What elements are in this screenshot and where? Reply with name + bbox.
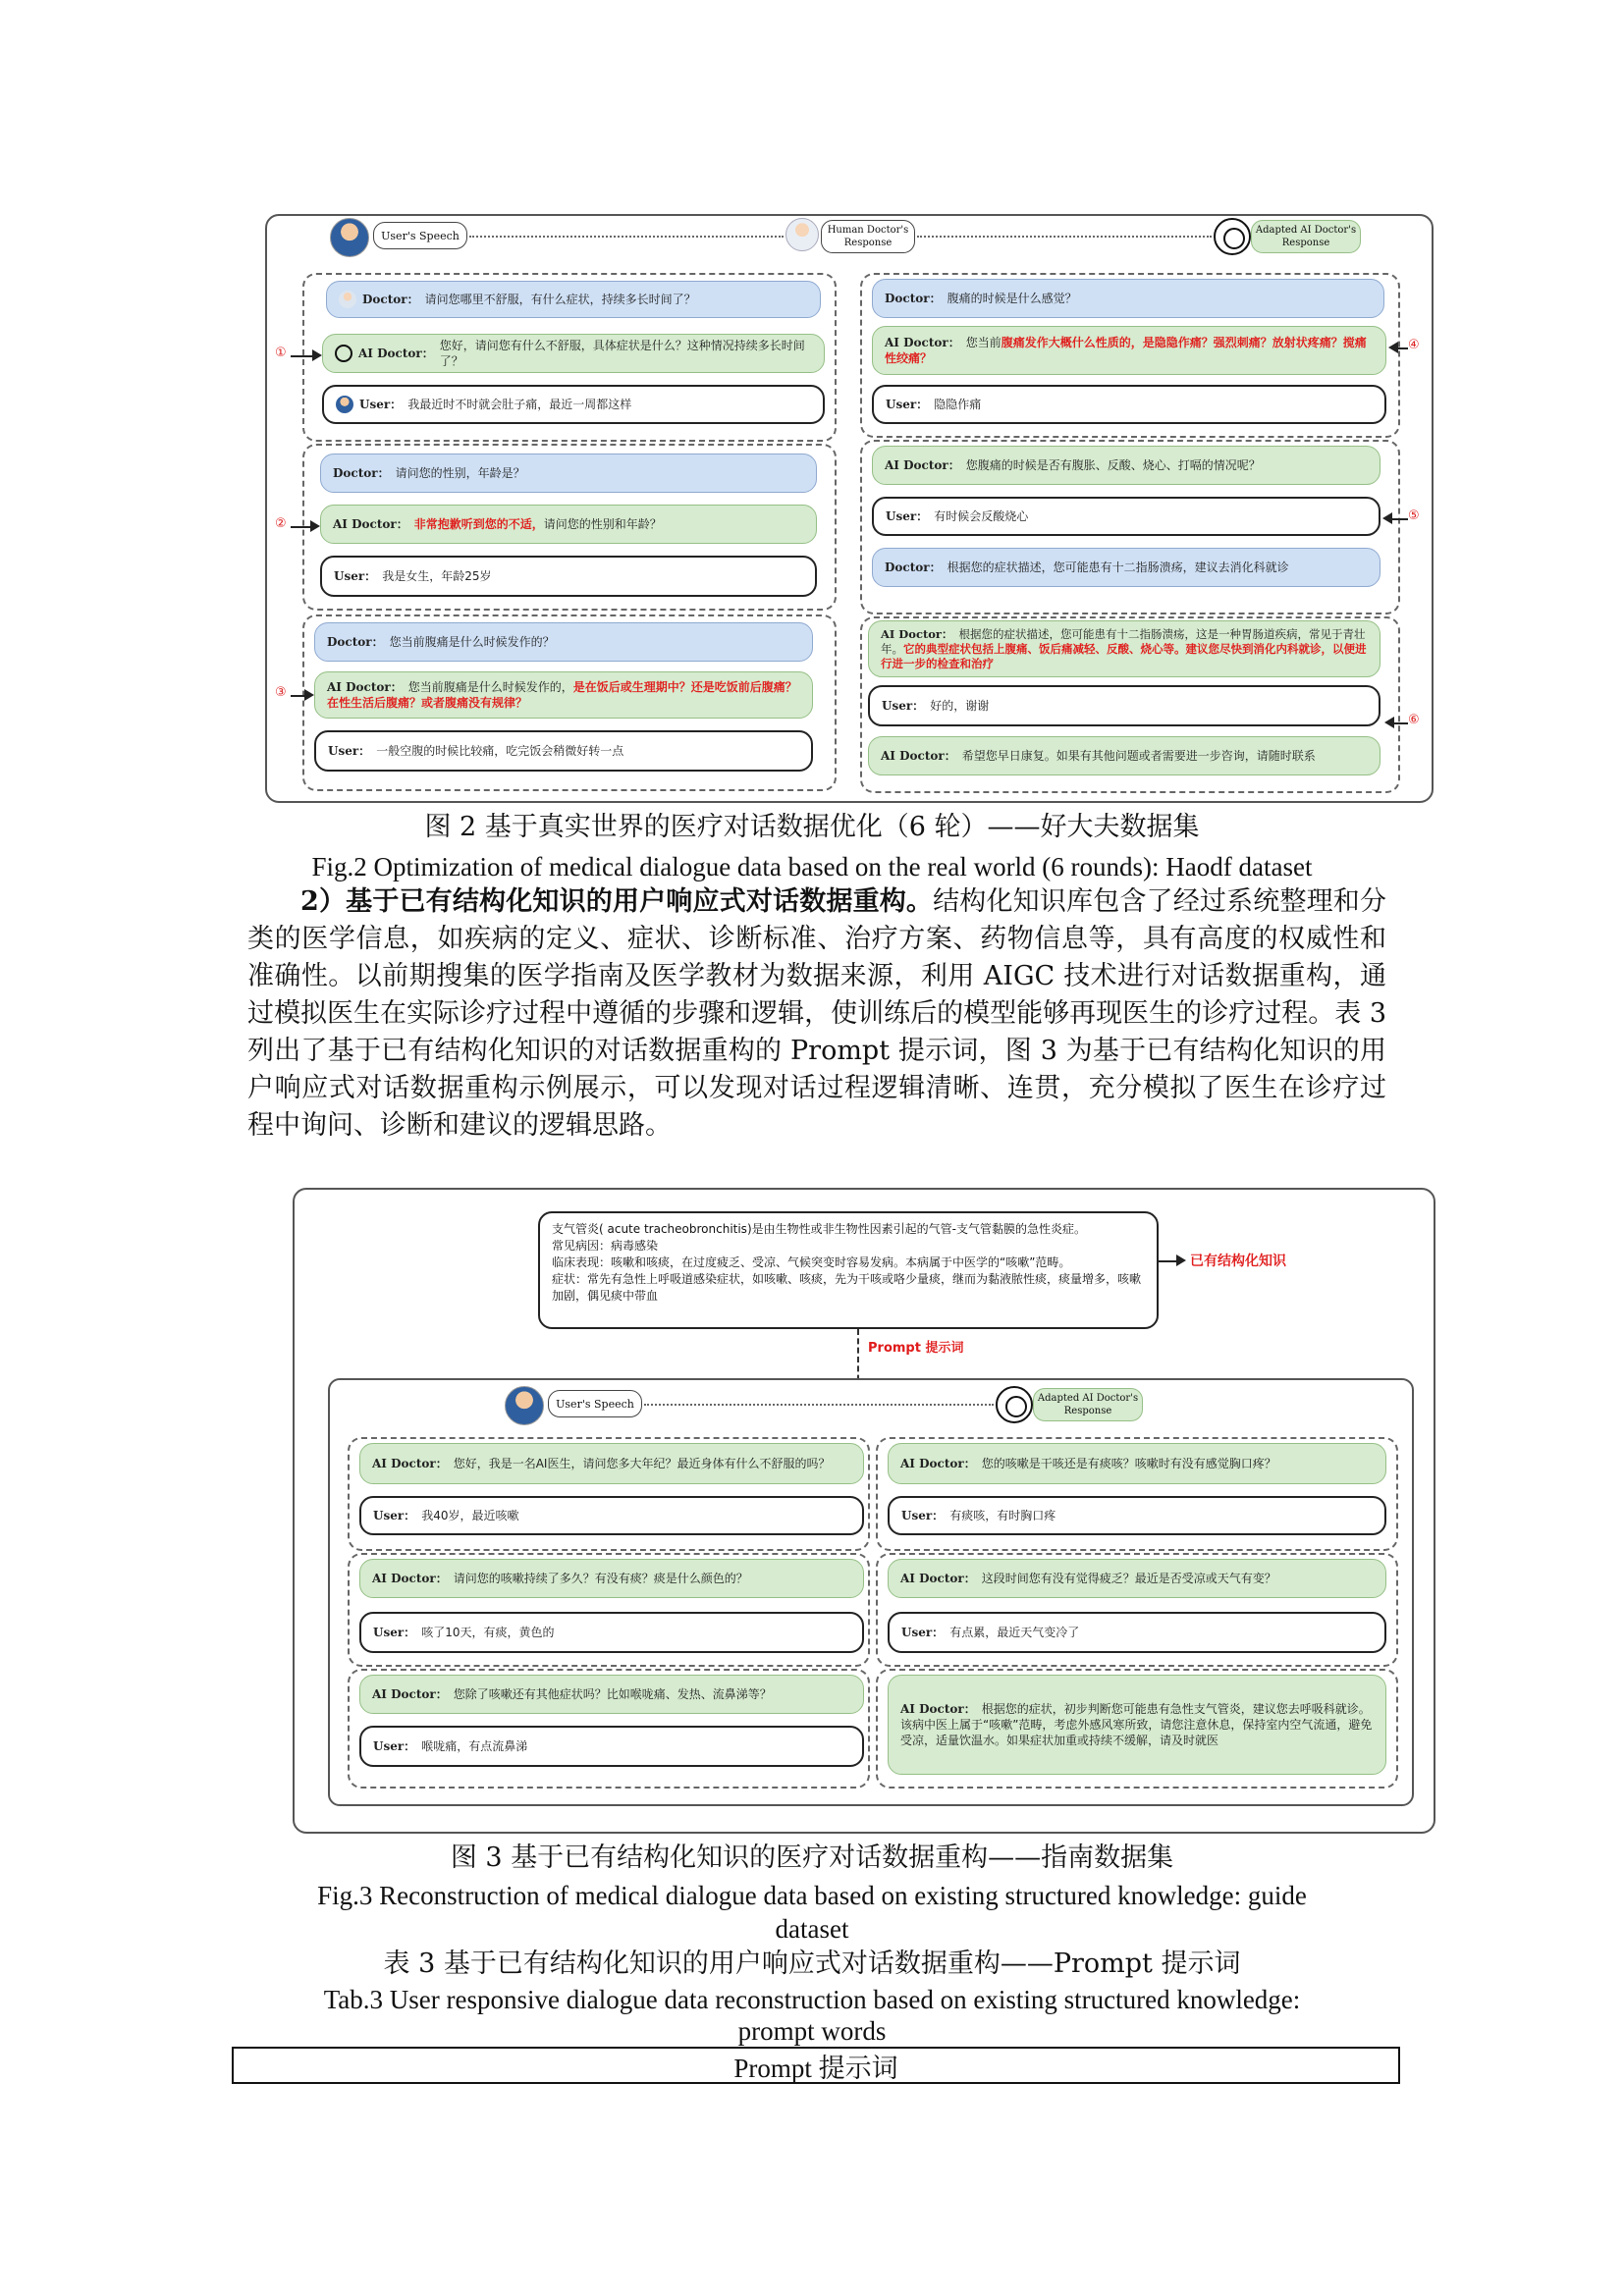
- figure-2-caption-en: Fig.2 Optimization of medical dialogue data based on the real world (6 rounds): Haodf dataset: [311, 852, 1313, 881]
- ai-avatar-icon: [1214, 218, 1251, 255]
- doctor-bubble: Doctor： 请问您的性别，年龄是？: [320, 454, 817, 493]
- ai-doctor-bubble: AI Doctor： 根据您的症状描述，您可能患有十二指肠溃疡，这是一种胃肠道疾病，常见于青壮年。它的典型症状包括上腹痛、饭后痛减轻、反酸、烧心等。建议您尽快到消化内科就诊，以便进行进一步的检查和治疗: [868, 620, 1380, 677]
- arrow-head: [1384, 717, 1394, 728]
- ai-doctor-bubble: AI Doctor： 您好，请问您有什么不舒服，具体症状是什么？这种情况持续多长时间了？: [322, 334, 825, 373]
- knowledge-line: 症状：常先有急性上呼吸道感染症状，如咳嗽、咳痰，先为干咳或咯少量痰，继而为黏液脓性痰，痰量增多，咳嗽加剧，偶见痰中带血: [552, 1272, 1142, 1303]
- ai-doctor-bubble: AI Doctor： 您当前腹痛是什么时候发作的，是在饭后或生理期中？还是吃饭前后腹痛？在性生活后腹痛？或者腹痛没有规律？: [314, 671, 813, 719]
- doctor-bubble: Doctor： 您当前腹痛是什么时候发作的？: [314, 622, 813, 662]
- doctor-bubble: Doctor： 腹痛的时候是什么感觉？: [872, 279, 1384, 318]
- user-bubble: User： 咳了10天，有痰，黄色的: [359, 1612, 864, 1653]
- marker-3: ③: [275, 685, 287, 700]
- legend-user-speech: User's Speech: [373, 222, 467, 249]
- user-bubble: User： 我40岁，最近咳嗽: [359, 1496, 864, 1535]
- user-bubble: User： 喉咙痛，有点流鼻涕: [359, 1726, 864, 1767]
- arrow-head: [310, 520, 320, 532]
- prompt-table-header: Prompt 提示词: [232, 2047, 1400, 2084]
- user-bubble: User： 有时候会反酸烧心: [872, 497, 1380, 536]
- user-bubble: User： 一般空腹的时候比较痛，吃完饭会稍微好转一点: [314, 730, 813, 772]
- knowledge-line: 临床表现：咳嗽和咳痰，在过度疲乏、受凉、气候突变时容易发病。本病属于中医学的“咳嗽”范畴。: [552, 1255, 1071, 1269]
- legend-connector-2: [917, 236, 1212, 238]
- arrow: [291, 355, 312, 357]
- figure-3-dialogue: [328, 1378, 1414, 1806]
- user-bubble: User： 我是女生，年龄25岁: [320, 556, 817, 597]
- legend-connector: [644, 1404, 994, 1406]
- prompt-label: Prompt 提示词: [868, 1341, 964, 1356]
- marker-6: ⑥: [1408, 713, 1420, 727]
- doctor-bubble: Doctor： 根据您的症状描述，您可能患有十二指肠溃疡，建议去消化科就诊: [872, 548, 1380, 587]
- user-avatar-icon: [330, 218, 369, 257]
- doctor-bubble: Doctor： 请问您哪里不舒服，有什么症状，持续多长时间了？: [326, 281, 821, 318]
- legend-connector: [469, 236, 784, 238]
- arrow: [291, 695, 304, 697]
- ai-doctor-bubble: AI Doctor： 您腹痛的时候是否有腹胀、反酸、烧心、打嗝的情况呢？: [872, 446, 1380, 485]
- ai-doctor-bubble: AI Doctor： 您当前腹痛发作大概什么性质的，是隐隐作痛？强烈刺痛？放射状疼痛？搅痛性绞痛？: [872, 326, 1386, 375]
- knowledge-label: 已有结构化知识: [1190, 1254, 1286, 1269]
- ai-avatar-icon: [996, 1386, 1033, 1423]
- ai-icon: [335, 345, 352, 362]
- marker-4: ④: [1408, 338, 1420, 352]
- doctor-icon: [339, 291, 356, 308]
- table-3-caption-cn: 表 3 基于已有结构化知识的用户响应式对话数据重构——Prompt 提示词: [383, 1949, 1241, 1979]
- user-bubble: User： 有点累，最近天气变冷了: [888, 1612, 1386, 1653]
- figure-3-caption-cn: 图 3 基于已有结构化知识的医疗对话数据重构——指南数据集: [450, 1842, 1174, 1873]
- arrow-head: [312, 349, 322, 361]
- knowledge-line: 常见病因：病毒感染: [552, 1239, 659, 1253]
- marker-2: ②: [275, 516, 287, 531]
- ai-doctor-bubble: AI Doctor： 您好，我是一名AI医生，请问您多大年纪？最近身体有什么不舒服的吗？: [359, 1443, 864, 1484]
- figure-2: [265, 214, 1434, 803]
- structured-knowledge-box: [538, 1211, 1159, 1329]
- marker-5: ⑤: [1408, 508, 1420, 523]
- legend-human-doctor: Human Doctor's Response: [821, 220, 915, 253]
- ai-doctor-bubble: AI Doctor： 您除了咳嗽还有其他症状吗？比如喉咙痛、发热、流鼻涕等？: [359, 1675, 864, 1714]
- user-avatar-icon: [505, 1386, 544, 1425]
- user-bubble: User： 隐隐作痛: [872, 385, 1386, 424]
- table-3-caption-en: Tab.3 User responsive dialogue data reconstruction based on existing structured knowledge:: [323, 1985, 1301, 2014]
- legend-ai-doctor: Adapted AI Doctor's Response: [1251, 220, 1361, 253]
- ai-doctor-bubble: AI Doctor： 根据您的症状，初步判断您可能患有急性支气管炎，建议您去呼吸科就诊。该病中医上属于“咳嗽”范畴，考虑外感风寒所致，请您注意休息，保持室内空气流通，避免受凉，适量饮温水。如果症状加重或持续不缓解，请及时就医: [888, 1675, 1386, 1775]
- body-paragraph: 2）基于已有结构化知识的用户响应式对话数据重构。结构化知识库包含了经过系统整理和分类的医学信息，如疾病的定义、症状、诊断标准、治疗方案、药物信息等，具有高度的权威性和准确性。以前期搜集的医学指南及医学教材为数据来源，利用 AIGC 技术进行对话数据重构，通过模拟医生在实际诊疗过程中遵循的步骤和逻辑，使训练后的模型能够再现医生的诊疗过程。表 3 列出了基于已有结构化知识的对话数据重构的 Prompt 提示词，图 3 为基于已有结构化知识的用户响应式对话数据重构示例展示，可以发现对话过程逻辑清晰、连贯，充分模拟了医生在诊疗过程中询问、诊断和建议的逻辑思路。: [247, 886, 1386, 1141]
- user-bubble: User： 有痰咳，有时胸口疼: [888, 1496, 1386, 1535]
- arrow-head: [1176, 1255, 1186, 1266]
- arrow-head: [1382, 512, 1392, 524]
- doctor-avatar-icon: [785, 218, 819, 251]
- ai-doctor-bubble: AI Doctor： 您的咳嗽是干咳还是有痰咳？咳嗽时有没有感觉胸口疼？: [888, 1443, 1386, 1484]
- arrow: [1392, 518, 1408, 520]
- ai-doctor-bubble: AI Doctor： 这段时间您有没有觉得疲乏？最近是否受凉或天气有变？: [888, 1559, 1386, 1598]
- arrow: [1398, 347, 1408, 349]
- arrow: [1159, 1260, 1176, 1262]
- figure-3-caption-en: Fig.3 Reconstruction of medical dialogue data based on existing structured knowledge: guide: [317, 1881, 1307, 1910]
- figure-3: [293, 1188, 1435, 1834]
- user-bubble: User： 我最近时不时就会肚子痛，最近一周都这样: [322, 385, 825, 424]
- ai-doctor-bubble: AI Doctor： 希望您早日康复。如果有其他问题或者需要进一步咨询，请随时联系: [868, 736, 1380, 775]
- legend-user-speech: User's Speech: [548, 1390, 642, 1417]
- table-3-caption-en-2: prompt words: [737, 2016, 887, 2046]
- figure-3-caption-en-2: dataset: [775, 1914, 849, 1944]
- marker-1: ①: [275, 346, 287, 360]
- arrow: [1394, 722, 1408, 724]
- arrow: [291, 526, 310, 528]
- arrow-head: [1388, 342, 1398, 353]
- ai-doctor-bubble: AI Doctor： 请问您的咳嗽持续了多久？有没有痰？痰是什么颜色的？: [359, 1559, 864, 1598]
- legend-ai-doctor: Adapted AI Doctor's Response: [1033, 1388, 1143, 1421]
- ai-doctor-bubble: AI Doctor： 非常抱歉听到您的不适， 请问您的性别和年龄？: [320, 505, 817, 544]
- user-bubble: User： 好的，谢谢: [868, 685, 1380, 726]
- knowledge-line: 支气管炎( acute tracheobronchitis)是由生物性或非生物性因素引起的气管-支气管黏膜的急性炎症。: [552, 1222, 1086, 1236]
- user-icon: [336, 396, 353, 413]
- figure-2-caption-cn: 图 2 基于真实世界的医疗对话数据优化（6 轮）——好大夫数据集: [424, 812, 1200, 842]
- arrow-head: [304, 689, 314, 701]
